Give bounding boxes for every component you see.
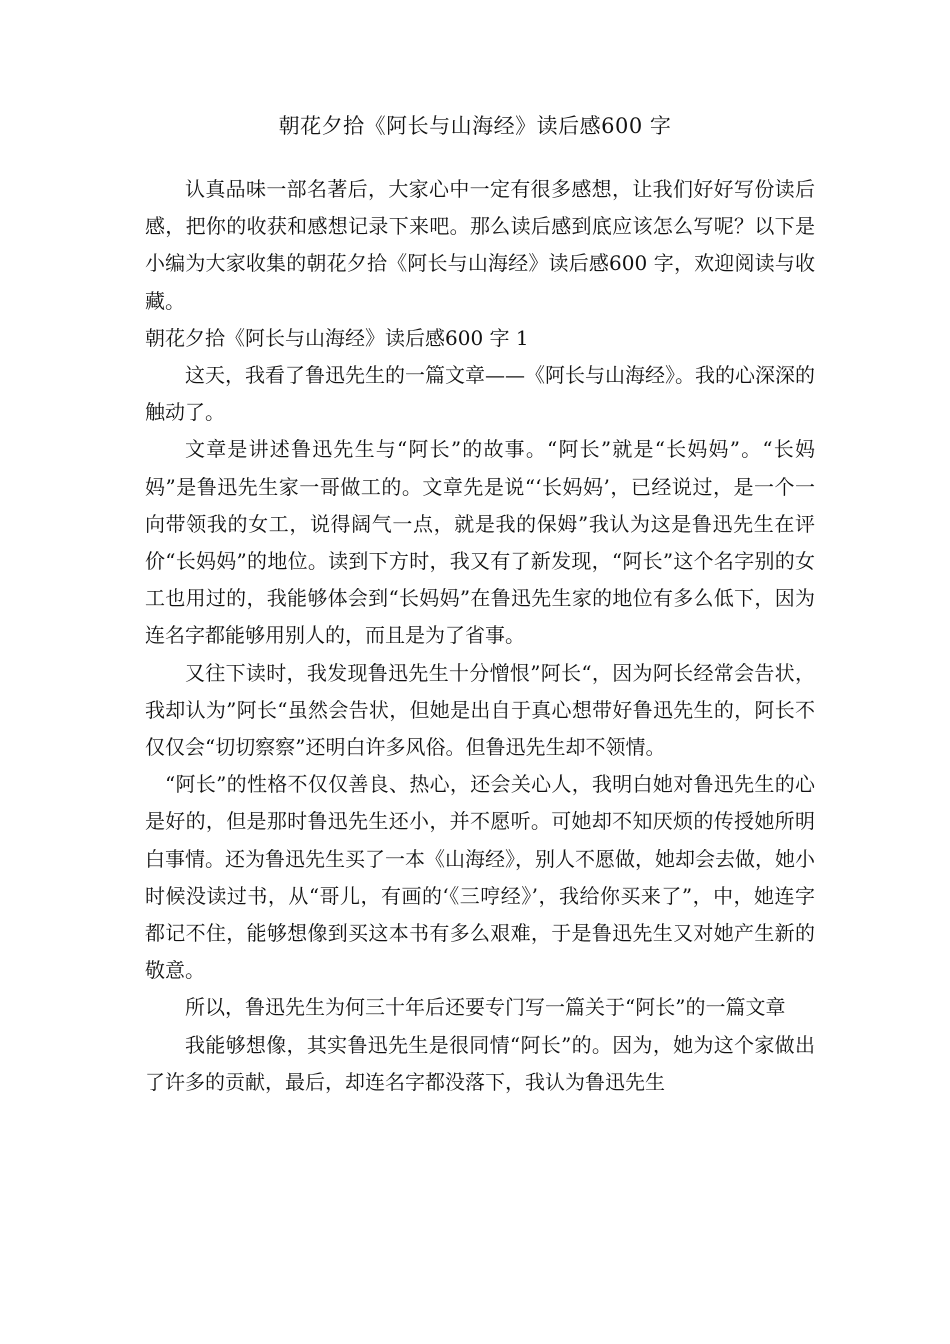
document-title: 朝花夕拾《阿长与山海经》读后感600 字 (278, 114, 672, 138)
intro-paragraph: 认真品味一部名著后，大家心中一定有很多感想，让我们好好写份读后感，把你的收获和感想记录下来吧。那么读后感到底应该怎么写呢？以下是小编为大家收集的朝花夕拾《阿长与山海经》读后感600 字，欢迎阅读与收藏。 (145, 177, 815, 313)
body-paragraph: 所以，鲁迅先生为何三十年后还要专门写一篇关于“阿长”的一篇文章 (185, 995, 786, 1020)
section-heading: 朝花夕拾《阿长与山海经》读后感600 字 1 (145, 325, 529, 350)
body-paragraph: 文章是讲述鲁迅先生与“阿长”的故事。“阿长”就是“长妈妈”。“长妈妈”是鲁迅先生家一哥做工的。文章先是说“‘长妈妈’，已经说过，是一个一向带领我的女工，说得阔气一点，就是我的保姆”我认为这是鲁迅先生在评价“长妈妈”的地位。读到下方时，我又有了新发现，“阿长”这个名字别的女工也用过的，我能够体会到“长妈妈”在鲁迅先生家的地位有多么低下，因为连名字都能够用别人的，而且是为了省事。 (145, 437, 815, 648)
body-paragraph: 又往下读时，我发现鲁迅先生十分憎恨”阿长“，因为阿长经常会告状，我却认为”阿长“虽然会告状，但她是出自于真心想带好鲁迅先生的，阿长不仅仅会“切切察察”还明白许多风俗。但鲁迅先生却不领情。 (145, 660, 815, 760)
document-body (145, 171, 815, 1101)
body-paragraph: 我能够想像，其实鲁迅先生是很同情“阿长”的。因为，她为这个家做出了许多的贡献，最后，却连名字都没落下，我认为鲁迅先生 (145, 1032, 815, 1094)
body-paragraph: “阿长”的性格不仅仅善良、热心，还会关心人，我明白她对鲁迅先生的心是好的，但是那时鲁迅先生还小，并不愿听。可她却不知厌烦的传授她所明白事情。还为鲁迅先生买了一本《山海经》，别人不愿做，她却会去做，她小时候没读过书，从“哥儿，有画的‘《三哼经》’，我给你买来了”，中，她连字都记不住，能够想像到买这本书有多么艰难，于是鲁迅先生又对她产生新的敬意。 (145, 772, 815, 983)
body-paragraph: 这天，我看了鲁迅先生的一篇文章——《阿长与山海经》。我的心深深的触动了。 (145, 363, 815, 425)
